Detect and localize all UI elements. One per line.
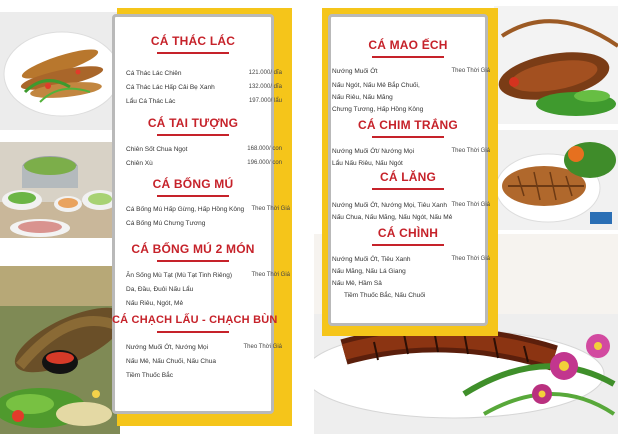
menu-item-name: Chiên Sốt Chua Ngọt [126,146,188,153]
menu-item-name: Chưng Tương, Hấp Hồng Kông [332,106,424,113]
menu-item-name: Nướng Muối Ớt, Tiêu Xanh [332,256,411,263]
menu-item-price: 197.000/ lẩu [248,98,282,104]
fried-fish-photo [0,12,120,130]
section-title: CÁ MAO ẾCH [368,38,448,52]
hotpot-photo [0,142,120,238]
fish-skewer-photo [494,6,618,124]
menu-item-name: Nấu Chua, Nấu Măng, Nấu Ngót, Nấu Mẻ [332,214,453,221]
section-title: CÁ CHẠCH LẤU - CHẠCH BÙN [112,314,278,326]
menu-item-price: 196.000/ con [247,160,282,166]
menu-item-name: Cá Bống Mú Hấp Gừng, Hấp Hồng Kông [126,206,245,213]
menu-item-name: Tiềm Thuốc Bắc [126,372,173,379]
menu-item-price: Theo Thời Giá [251,272,290,278]
section-title: CÁ THÁC LÁC [150,34,236,48]
menu-item-price: Theo Thời Giá [243,344,282,350]
snakehead-salad-photo [0,266,120,434]
menu-item-name: Nướng Muối Ớt, Nướng Mọi, Tiêu Xanh [332,202,447,209]
grilled-fish-photo [494,130,618,230]
section-title: CÁ LĂNG [379,170,437,184]
menu-page-right [314,0,618,434]
section-title: CÁ CHÌNH [377,226,439,240]
section-divider [157,331,229,333]
menu-item-price: Theo Thời Giá [451,202,490,208]
menu-page-left [0,0,304,434]
menu-item-name: Nướng Muối Ớt/ Nướng Mọi [332,148,415,155]
menu-item-name: Lẩu Nấu Riêu, Nấu Ngót [332,160,403,167]
menu-item-name: Lẩu Cá Thác Lác [126,98,176,105]
section-title: CÁ TAI TƯỢNG [147,116,239,130]
menu-item-name: Nấu Ngót, Nấu Mẻ Bắp Chuối, [332,82,420,89]
section-divider [157,134,229,136]
menu-item-name: Chiên Xù [126,160,153,167]
menu-item-price: 132.000/ dĩa [248,84,282,90]
menu-item-name: Cá Bống Mú Chưng Tương [126,220,206,227]
menu-item-name: Nấu Riêu, Ngót, Mẻ [126,300,184,307]
section-title: CÁ CHIM TRẮNG [358,118,458,132]
menu-item-price: Theo Thời Giá [451,256,490,262]
menu-item-name: Cá Thác Lác Hấp Cải Bẹ Xanh [126,84,215,91]
section-divider [157,260,229,262]
menu-item-name: Nướng Muối Ớt, Nướng Mọi [126,344,209,351]
section-divider [372,136,444,138]
section-title: CÁ BỐNG MÚ [152,177,234,191]
menu-item-name: Cá Thác Lác Chiên [126,70,182,77]
menu-item-name: Da, Đầu, Đuôi Nấu Lẩu [126,286,194,293]
menu-item-name: Nấu Mẻ, Hầm Sả [332,280,382,287]
menu-item-price: Theo Thời Giá [251,206,290,212]
menu-item-name: Tiềm Thuốc Bắc, Nấu Chuối [344,292,426,299]
menu-item-name: Ăn Sống Mù Tạt (Mù Tạt Tinh Riêng) [126,272,232,279]
menu-item-name: Nấu Mẻ, Nấu Chuối, Nấu Chua [126,358,216,365]
section-divider [372,188,444,190]
menu-item-name: Nấu Măng, Nấu Lá Giang [332,268,406,275]
menu-item-price: 168.000/ con [247,146,282,152]
section-divider [157,52,229,54]
section-divider [157,195,229,197]
section-divider [372,244,444,246]
section-divider [372,56,444,58]
menu-item-price: 121.000/ dĩa [248,70,282,76]
menu-item-name: Nướng Muối Ớt [332,68,378,75]
menu-item-price: Theo Thời Giá [451,68,490,74]
section-title: CÁ BỐNG MÚ 2 MÓN [131,242,255,256]
menu-item-price: Theo Thời Giá [451,148,490,154]
menu-item-name: Nấu Riêu, Nấu Măng [332,94,393,101]
